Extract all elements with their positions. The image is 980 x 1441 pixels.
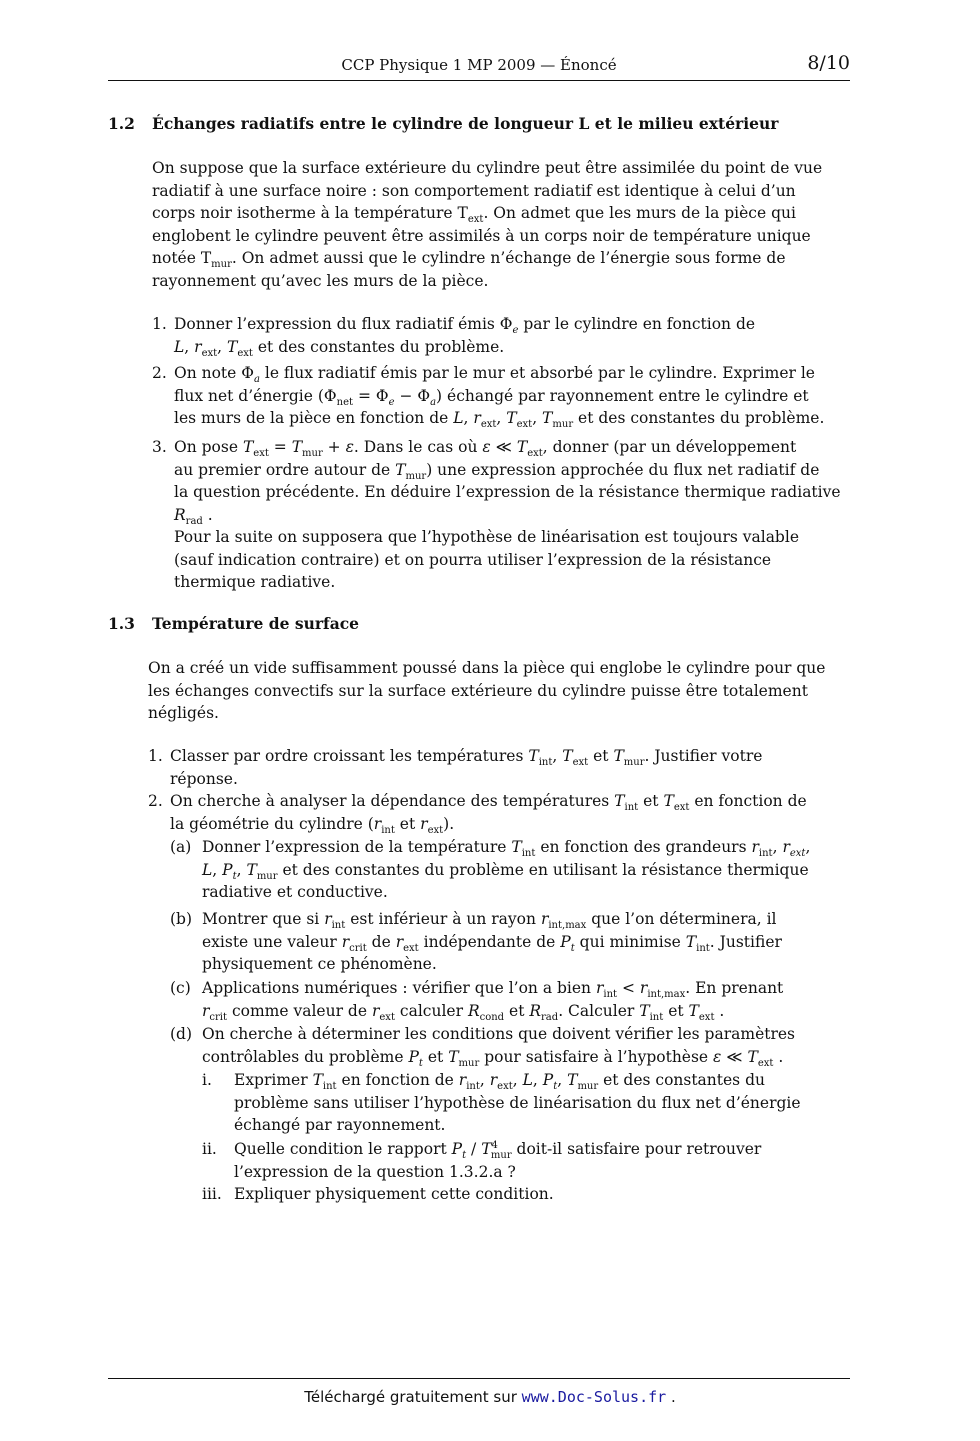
text-line: notée $T_{mur}$. On admet aussi que le cylindre n’échange de l’énergie sous forme de — [152, 249, 786, 270]
question-1-2-1: 1. Donner l’expression du flux radiatif émis $\Phi_e$ par le cylindre en fonction de L, $r_{ext}$, $T_{ext}$ et des constantes du problème. — [152, 315, 756, 359]
question-1-3-2: 2. On cherche à analyser la dépendance des températures $T_{int}$ et $T_{ext}$ en fonction de la géométrie du cylindre ($r_{int}$ et $r_{ext}$). — [148, 792, 807, 836]
section-1-2-intro — [152, 157, 850, 292]
footer-text: Téléchargé gratuitement sur — [304, 1388, 517, 1406]
text-line: radiatif à une surface noire : son comportement radiatif est identique à celui d’un — [152, 181, 796, 200]
question-1-2-3: 3. On pose $T_{ext} = T_{mur} + \varepsilon$. Dans le cas où ε ≪ $T_{ext}$, donner (par un développement au premier ordre autour de $T_{mur}$) une expression approchée du flux net radiatif de la question précédente. En déduire l’expression de la résistance thermique radiative $R_{rad}$ . Pour la suite on supposera que l’hypothèse de linéarisation est toujours valable (sauf indication contraire) et on pourra utiliser l’expression de la résistance thermique radiative. — [152, 438, 841, 591]
question-1-3-2-d-i: i. Exprimer $T_{int}$ en fonction de $r_{int}$, $r_{ext}$, L, $P_t$, $T_{mur}$ et des constantes du problème sans utiliser l’hypothèse de linéarisation du flux net d’énergie échangé par rayonnement. — [202, 1071, 801, 1134]
text-line: On suppose que la surface extérieure du cylindre peut être assimilée du point de vue — [152, 159, 823, 177]
text-line: les échanges convectifs sur la surface extérieure du cylindre puisse être totalement — [148, 681, 808, 700]
text-line: corps noir isotherme à la température $T_{ext}$. On admet que les murs de la pièce qui — [152, 204, 796, 225]
section-1-3-intro — [148, 657, 850, 725]
question-1-3-2-b: (b) Montrer que si $r_{int}$ est inférieur à un rayon $r_{int,max}$ que l’on déterminera, il existe une valeur $r_{crit}$ de $r_{ext}$ indépendante de $P_t$ qui minimise $T_{int}$. Justifier physiquement ce phénomène. — [170, 910, 782, 973]
question-1-3-2-c: (c) Applications numériques : vérifier que l’on a bien $r_{int} < r_{int,max}$. En prenant $r_{crit}$ comme valeur de $r_{ext}$ calculer $R_{cond}$ et $R_{rad}$. Calculer $T_{int}$ et $T_{ext}$ . — [170, 979, 784, 1023]
section-title: Température de surface — [152, 614, 360, 633]
question-1-3-1: 1. Classer par ordre croissant les températures $T_{int}$, $T_{ext}$ et $T_{mur}$. Justifier votre réponse. — [148, 747, 763, 788]
question-1-3-2-d-iii: iii. Expliquer physiquement cette condition. — [202, 1185, 554, 1203]
text-line: rayonnement qu’avec les murs de la pièce. — [152, 271, 489, 290]
footer-divider — [108, 1378, 850, 1379]
text-line: négligés. — [148, 704, 219, 722]
question-1-3-2-a: (a) Donner l’expression de la température $T_{int}$ en fonction des grandeurs $r_{int}$, $r_{ext}$, L, $P_t$, $T_{mur}$ et des constantes du problème en utilisant la résistance thermique radiative et conductive. — [170, 838, 811, 901]
question-1-3-2-d: (d) On cherche à déterminer les conditions que doivent vérifier les paramètres contrôlables du problème $P_t$ et $T_{mur}$ pour satisfaire à l’hypothèse ε ≪ $T_{ext}$ . — [170, 1025, 796, 1069]
section-number: 1.3 — [108, 614, 135, 633]
section-1-3-heading — [108, 614, 850, 633]
footer-link[interactable]: www.Doc-Solus.fr — [521, 1388, 667, 1406]
footer-end: . — [670, 1388, 676, 1406]
page-number: 8/10 — [807, 52, 850, 74]
text-line: On a créé un vide suffisamment poussé dans la pièce qui englobe le cylindre pour que — [148, 659, 826, 677]
page-footer — [0, 1388, 980, 1406]
section-1-2-heading — [108, 114, 850, 133]
section-title: Échanges radiatifs entre le cylindre de longueur L et le milieu extérieur — [152, 114, 779, 133]
text-line: englobent le cylindre peuvent être assimilés à un corps noir de température unique — [152, 226, 811, 245]
page-header — [108, 52, 850, 81]
question-1-2-2: 2. On note $\Phi_a$ le flux radiatif émis par le mur et absorbé par le cylindre. Exprimer le flux net d’énergie $(\Phi_{net} = \Phi_e - \Phi_a)$ échangé par rayonnement entre le cylindre et les murs de la pièce en fonction de L, $r_{ext}$, $T_{ext}$, $T_{mur}$ et des constantes du problème. — [152, 364, 825, 430]
section-number: 1.2 — [108, 114, 135, 133]
question-1-3-2-d-ii: ii. Quelle condition le rapport $P_t / T^4_{mur}$ doit-il satisfaire pour retrouver l’expression de la question 1.3.2.a ? — [202, 1140, 762, 1181]
header-title: CCP Physique 1 MP 2009 — Énoncé — [341, 56, 617, 74]
